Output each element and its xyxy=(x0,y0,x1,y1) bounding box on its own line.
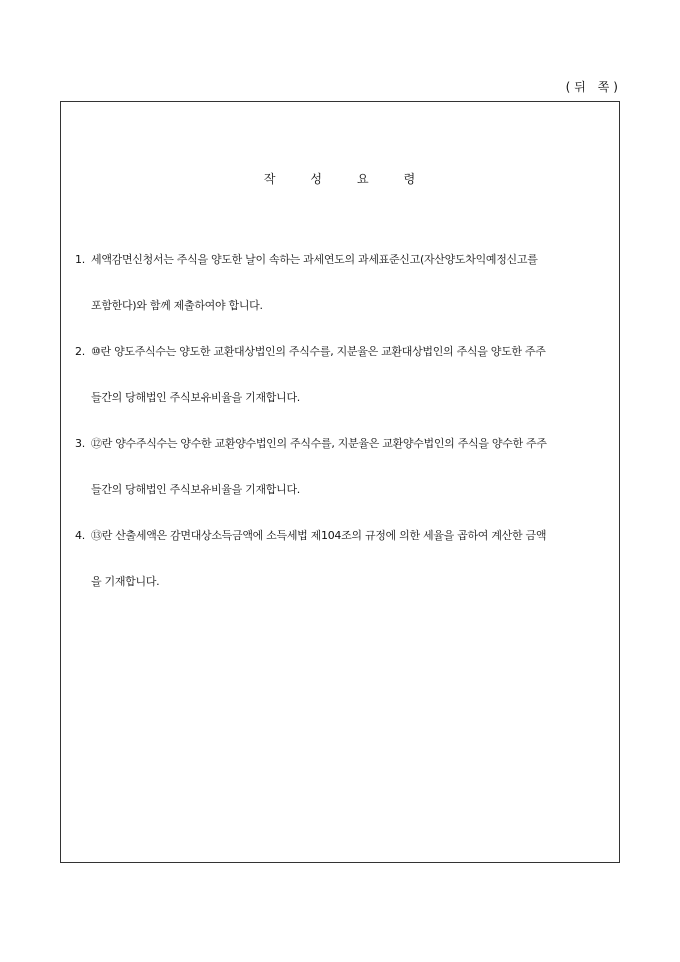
instruction-item xyxy=(75,513,605,605)
item-number: 2. xyxy=(75,345,85,358)
item-text-continued: 포함한다)와 함께 제출하여야 합니다. xyxy=(91,299,263,312)
instruction-item xyxy=(75,329,605,421)
item-text: 세액감면신청서는 주식을 양도한 날이 속하는 과세연도의 과세표준신고(자산양도차익예정신고를 xyxy=(91,253,538,266)
item-text: ⑬란 산출세액은 감면대상소득금액에 소득세법 제104조의 규정에 의한 세율을 곱하여 계산한 금액 xyxy=(91,529,547,542)
instruction-item xyxy=(75,421,605,513)
title-char: 성 xyxy=(310,172,323,186)
page-side-label: (뒤 쪽) xyxy=(565,80,622,94)
item-text-continued: 들간의 당해법인 주식보유비율을 기재합니다. xyxy=(91,391,300,404)
instruction-item xyxy=(75,237,605,329)
title-char: 작 xyxy=(263,172,277,186)
item-text: ⑫란 양수주식수는 양수한 교환양수법인의 주식수를, 지분율은 교환양수법인의 주식을 양수한 주주 xyxy=(91,437,547,450)
item-number: 4. xyxy=(75,529,85,542)
item-text-continued: 들간의 당해법인 주식보유비율을 기재합니다. xyxy=(91,483,300,496)
item-text-continued: 을 기재합니다. xyxy=(91,575,160,588)
instructions-box xyxy=(60,101,620,863)
item-number: 1. xyxy=(75,253,85,266)
title-char: 령 xyxy=(403,172,417,186)
item-number: 3. xyxy=(75,437,85,450)
instruction-list xyxy=(75,237,605,605)
title-char: 요 xyxy=(357,172,370,186)
section-title xyxy=(61,170,619,187)
item-text: ⑩란 양도주식수는 양도한 교환대상법인의 주식수를, 지분율은 교환대상법인의 주식을 양도한 주주 xyxy=(91,345,546,358)
